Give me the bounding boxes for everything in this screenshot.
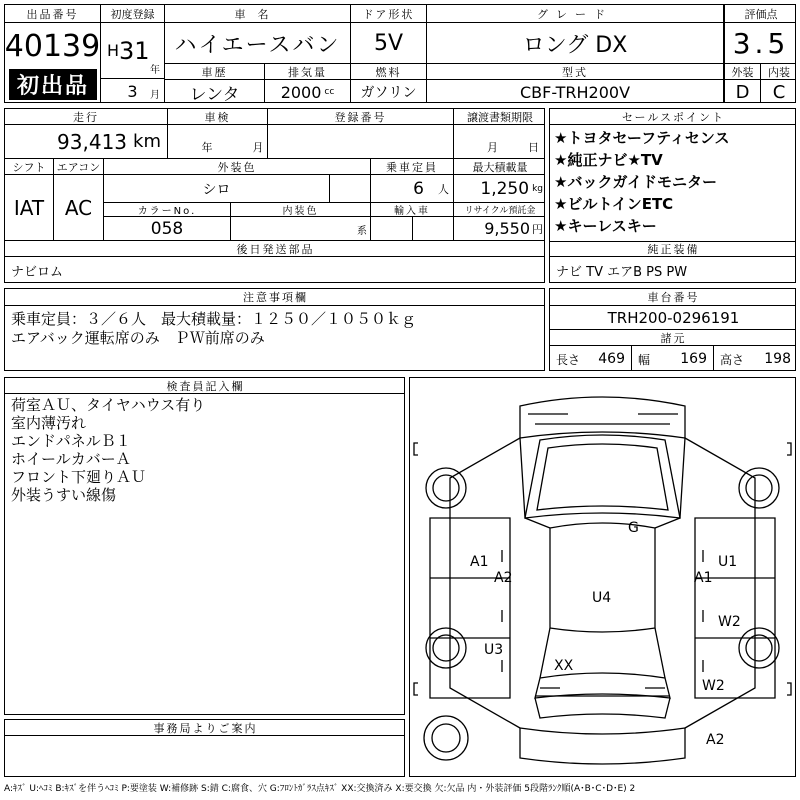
mark-u1: U1 (718, 554, 738, 570)
spec-width-label: 幅 (638, 352, 651, 367)
color-no-value: 058 (104, 217, 231, 241)
displacement-value: 2000 (280, 82, 322, 102)
specs-header: 諸元 (550, 330, 796, 346)
model-header: 型式 (427, 64, 724, 80)
transfer-day-unit: 日 (528, 141, 539, 154)
damage-diagram-box (409, 377, 796, 777)
grade-value: ロング DX (427, 23, 724, 64)
sales-point-item: ★バックガイドモニター (554, 173, 717, 191)
first-reg-month (101, 79, 165, 103)
lot-header: 出品番号 (5, 5, 101, 23)
caution-line: エアバック運転席のみ ＰＷ前席のみ (11, 329, 265, 347)
import-header: 輸入車 (371, 203, 454, 217)
model-value: CBF-TRH200V (427, 80, 724, 103)
sales-points-header: セールスポイント (550, 109, 796, 125)
office-header: 事務局よりご案内 (5, 720, 405, 736)
mark-u3: U3 (484, 642, 504, 658)
capacity-header: 乗車定員 (371, 159, 454, 175)
caution-text (11, 310, 416, 348)
door-header: ドア形状 (351, 5, 427, 23)
mark-u4: U4 (592, 590, 612, 606)
displacement-header: 排気量 (265, 64, 351, 80)
first-reg-year-unit: 年 (150, 65, 160, 76)
shift-header: シフト (5, 159, 54, 175)
inspector-notes (11, 396, 205, 504)
first-listing-badge: 初出品 (9, 69, 97, 100)
history-value: レンタ (165, 80, 265, 103)
first-reg-month-unit: 月 (150, 90, 160, 101)
max-load-header: 最大積載量 (454, 159, 545, 175)
int-grade-value: C (772, 81, 786, 103)
mileage-header: 走行 (5, 109, 168, 125)
mark-g: G (628, 520, 639, 536)
reg-number-value (268, 125, 454, 159)
inspector-line: 荷室ＡＵ、タイヤハウス有り (11, 396, 206, 414)
mark-a1-right: A1 (694, 570, 713, 586)
fuel-header: 燃料 (351, 64, 427, 80)
chassis-box (549, 288, 796, 371)
equipment-header: 純正装備 (550, 241, 796, 257)
car-diagram (410, 378, 795, 776)
color-no-header: カラーNo. (104, 203, 231, 217)
int-color-unit: 系 (357, 226, 367, 237)
displacement-cell (265, 80, 351, 103)
spec-width (632, 346, 714, 371)
later-parts-value: ナビロム (11, 265, 64, 280)
spec-length-value: 469 (598, 351, 625, 367)
sales-points-box (549, 108, 796, 283)
inspection-cell (168, 125, 268, 159)
first-reg-era: H (107, 41, 120, 60)
spec-length (550, 346, 632, 371)
mileage-unit: km (133, 131, 161, 152)
max-load-unit: kg (532, 183, 543, 194)
inspector-box (4, 377, 405, 715)
sales-point-item: ★トヨタセーフティセンス (554, 129, 730, 147)
int-grade-header: 内装 (761, 64, 796, 80)
caution-header: 注意事項欄 (5, 289, 545, 306)
aircon-value: AC (54, 175, 104, 241)
ext-color-value: シロ (104, 175, 330, 203)
transfer-cell (454, 125, 545, 159)
inspector-line: フロント下廻りＡＵ (11, 468, 147, 486)
lot-number: 40139 (5, 23, 101, 69)
mark-w2-upper: W2 (718, 614, 741, 630)
grade-header: グレード (427, 5, 724, 23)
spec-length-label: 長さ (556, 352, 581, 367)
capacity-cell (371, 175, 454, 203)
recycle-cell (454, 217, 545, 241)
inspector-line: エンドパネルＢ１ (11, 432, 131, 450)
mileage-cell (5, 125, 168, 159)
spec-height-label: 高さ (720, 352, 745, 367)
inspector-line: 外装うすい線傷 (11, 486, 117, 504)
recycle-value: 9,550 (484, 219, 530, 238)
recycle-header: リサイクル預託金 (454, 203, 545, 217)
sales-point-item: ★ビルトインETC (554, 195, 674, 213)
sales-point-item: ★キーレスキー (554, 217, 657, 235)
transfer-header: 譲渡書類期限 (454, 109, 545, 125)
door-value: 5V (351, 23, 427, 64)
ext-color-extra (330, 175, 371, 203)
caution-line: 乗車定員：３／６人 最大積載量：１２５０／１０５０ｋｇ (11, 310, 417, 328)
mark-w2-lower: W2 (702, 678, 725, 694)
first-reg-header: 初度登録 (101, 5, 165, 23)
spec-height-value: 198 (764, 351, 791, 367)
history-header: 車歴 (165, 64, 265, 80)
int-color-header: 内装色 (231, 203, 371, 217)
max-load-cell (454, 175, 545, 203)
inspection-year-unit: 年 (201, 141, 213, 154)
displacement-unit: cc (324, 87, 335, 97)
header-table (4, 4, 796, 103)
import-value (371, 217, 413, 241)
car-name-header: 車名 (165, 5, 351, 23)
car-name-value: ハイエースバン (165, 23, 351, 64)
spec-height (714, 346, 796, 371)
mark-a2-left: A2 (494, 570, 513, 586)
legend-text: A:ｷｽﾞ U:ﾍｺﾐ B:ｷｽﾞを伴うﾍｺﾐ P:要塗装 W:補修跡 S:錆 C:腐食、穴 G:ﾌﾛﾝﾄｶﾞﾗｽ点ｷｽﾞ XX:交換済み X:要交換 欠:欠品 内・外装評価 5段階ﾗﾝｸ順(A･B･C･D･E) 2 (4, 784, 636, 794)
equipment-value: ナビ TV エアB PS PW (556, 265, 688, 280)
capacity-value: 6 (413, 178, 424, 199)
score-header: 評価点 (724, 5, 796, 23)
mileage-value: 93,413 (57, 129, 128, 154)
inspection-header: 車検 (168, 109, 268, 125)
sales-points-list (554, 127, 794, 237)
fuel-value: ガソリン (351, 80, 427, 103)
mark-a2-bottom: A2 (706, 732, 725, 748)
first-reg-year-value: 31 (119, 36, 150, 65)
spec-width-value: 169 (680, 351, 707, 367)
first-reg-month-value: 3 (127, 82, 138, 101)
inspector-line: ホイールカバーＡ (11, 450, 131, 468)
sales-point-item: ★純正ナビ★TV (554, 151, 663, 169)
chassis-header: 車台番号 (550, 289, 796, 306)
shift-value: IAT (5, 175, 54, 241)
inspector-line: 室内薄汚れ (11, 414, 87, 432)
transfer-month-unit: 月 (487, 141, 498, 154)
inspection-month-unit: 月 (252, 141, 264, 154)
import-extra (413, 217, 454, 241)
ext-grade-value: D (724, 80, 761, 103)
vehicle-details-table (4, 108, 545, 283)
reg-number-header: 登録番号 (268, 109, 454, 125)
capacity-unit: 人 (438, 182, 449, 196)
ext-color-header: 外装色 (104, 159, 371, 175)
score-value: 3.5 (724, 23, 796, 64)
ext-grade-header: 外装 (724, 64, 761, 80)
later-parts-header: 後日発送部品 (5, 241, 545, 257)
aircon-header: エアコン (54, 159, 104, 175)
inspector-header: 検査員記入欄 (5, 378, 405, 394)
first-reg-year (101, 23, 165, 79)
mark-a1-left: A1 (470, 554, 489, 570)
int-color-cell (231, 217, 371, 241)
chassis-value: TRH200-0296191 (550, 306, 796, 330)
caution-box (4, 288, 545, 371)
recycle-unit: 円 (532, 222, 543, 236)
mark-xx: XX (554, 658, 574, 674)
office-box (4, 719, 405, 777)
max-load-value: 1,250 (480, 178, 530, 199)
